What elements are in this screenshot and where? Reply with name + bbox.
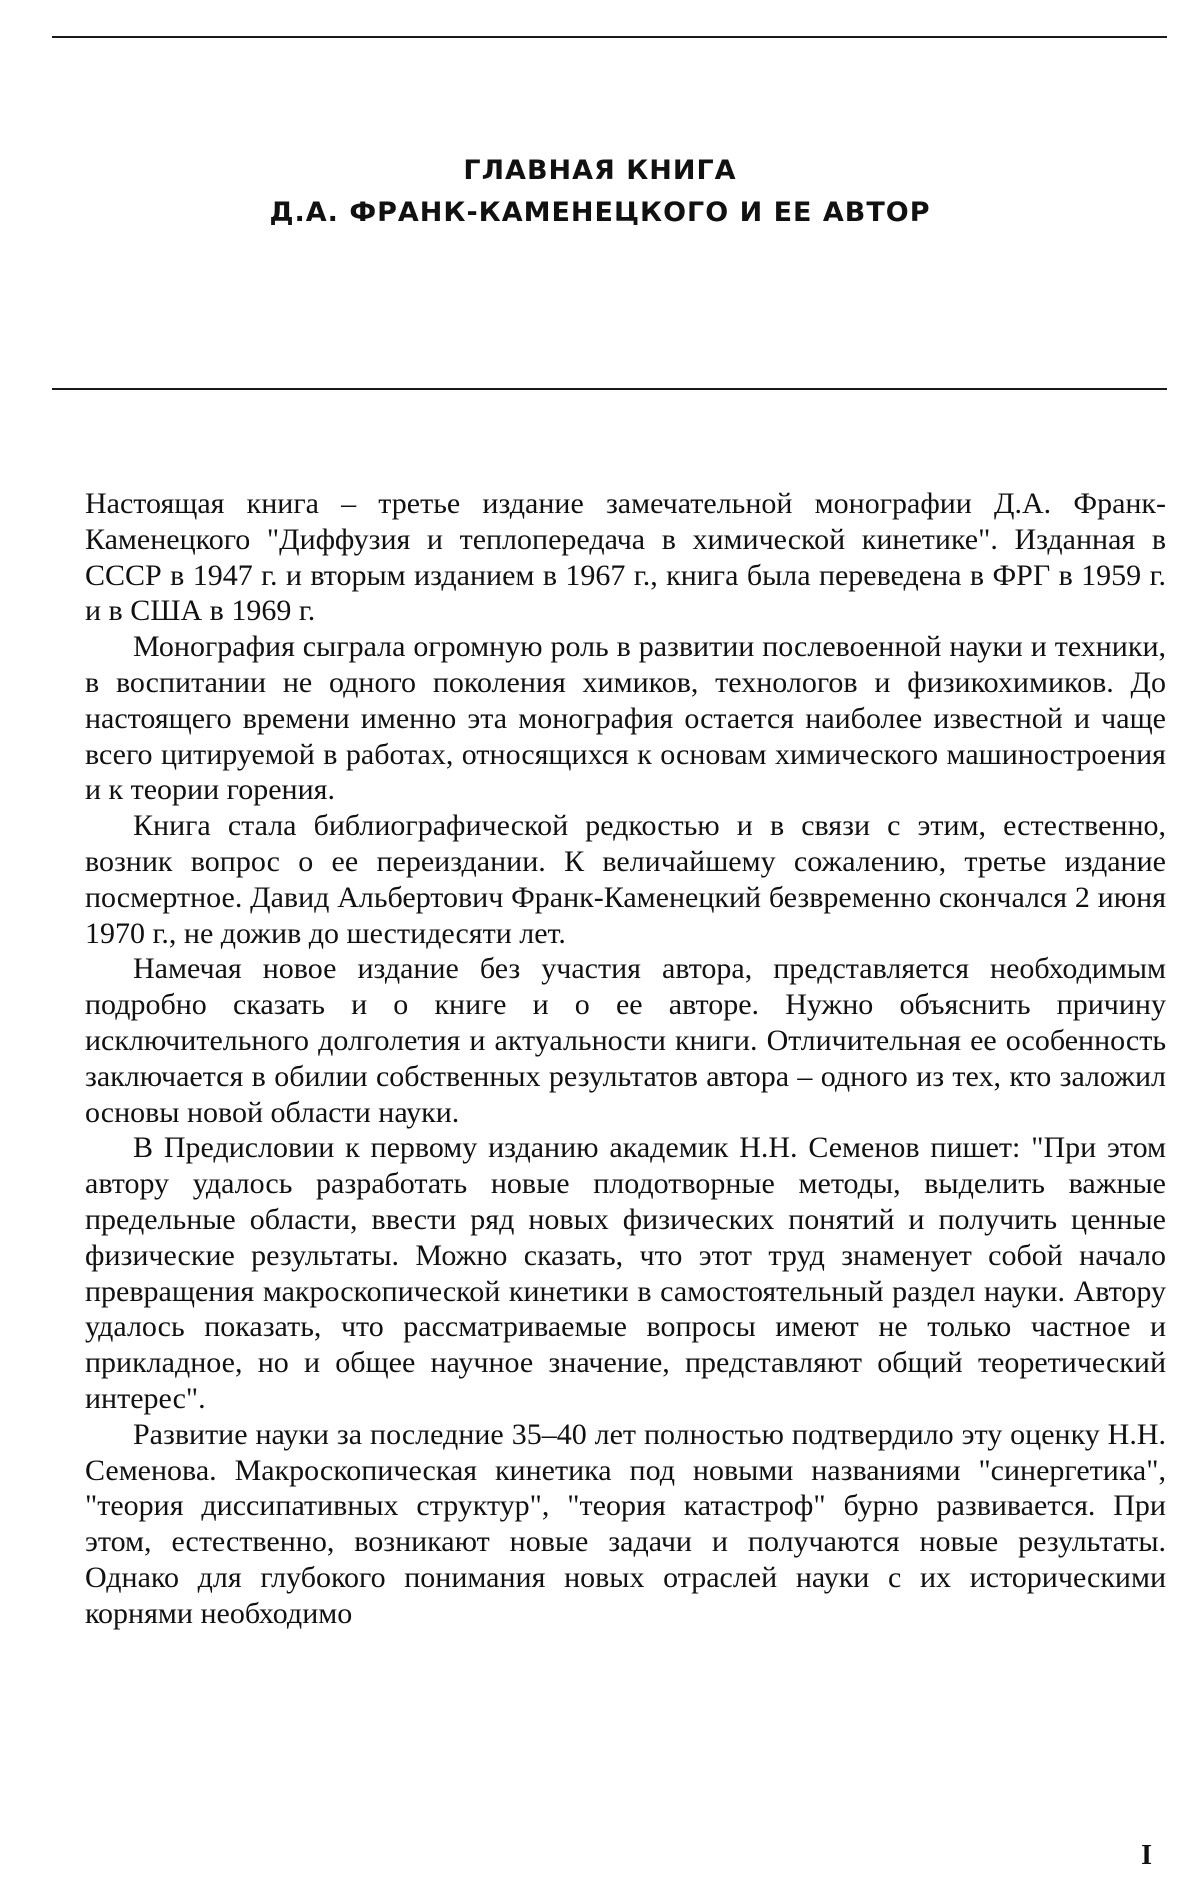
top-rule (52, 36, 1167, 38)
paragraph-5: В Предисловии к первому изданию академик Н.Н. Семенов пишет: "При этом автору удалось разработать новые плодотворные методы, выделить важные предельные области, ввести ряд новых физических понятий и получить ценные физические результаты. Можно сказать, что этот труд знаменует собой начало превращения макроскопической кинетики в самостоятельный раздел науки. Автору удалось показать, что рассматриваемые вопросы имеют не только частное и прикладное, но и общее научное значение, представляют общий теоретический интерес". (85, 1131, 1166, 1415)
title-line-2: Д.А. ФРАНК-КАМЕНЕЦКОГО И ЕЕ АВТОР (269, 197, 931, 228)
body-text (85, 486, 1166, 1632)
paragraph-1: Настоящая книга – третье издание замечательной монографии Д.А. Франк-Каменецкого "Диффузия и теплопередача в химической кинетике". Изданная в СССР в 1947 г. и вторым изданием в 1967 г., книга была переведена в ФРГ в 1959 г. и в США в 1969 г. (85, 487, 1166, 628)
page-number: I (1141, 1840, 1152, 1871)
paragraph-2: Монография сыграла огромную роль в развитии послевоенной науки и техники, в воспитании не одного поколения химиков, технологов и физикохимиков. До настоящего времени именно эта монография остается наиболее известной и чаще всего цитируемой в работах, относящихся к основам химического машиностроения и к теории горения. (85, 630, 1166, 807)
paragraph-3: Книга стала библиографической редкостью и в связи с этим, естественно, возник вопрос о ее переиздании. К величайшему сожалению, третье издание посмертное. Давид Альбертович Франк-Каменецкий безвременно скончался 2 июня 1970 г., не дожив до шестидесяти лет. (85, 809, 1166, 950)
title-bottom-rule (52, 388, 1167, 390)
title-line-1: ГЛАВНАЯ КНИГА (463, 155, 737, 186)
paragraph-6: Развитие науки за последние 35–40 лет полностью подтвердило эту оценку Н.Н. Семенова. Макроскопическая кинетика под новыми названиями "синергетика", "теория диссипативных структур", "теория катастроф" бурно развивается. При этом, естественно, возникают новые задачи и получаются новые результаты. Однако для глубокого понимания новых отраслей науки с их историческими корнями необходимо (85, 1417, 1166, 1630)
paragraph-4: Намечая новое издание без участия автора, представляется необходимым подробно сказать и о книге и о ее авторе. Нужно объяснить причину исключительного долголетия и актуальности книги. Отличительная ее особенность заключается в обилии собственных результатов автора – одного из тех, кто заложил основы новой области науки. (85, 952, 1166, 1129)
